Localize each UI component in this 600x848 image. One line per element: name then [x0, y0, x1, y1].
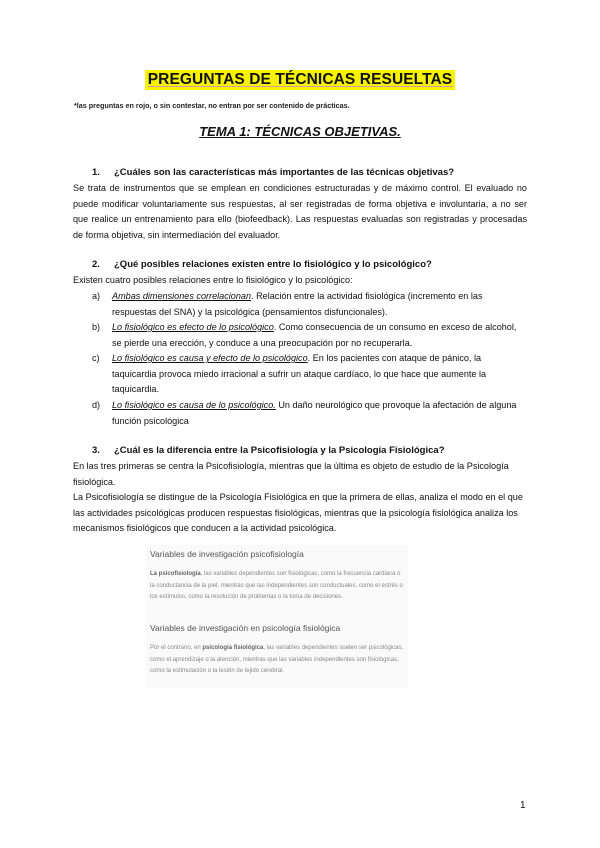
list-item-lead: Lo fisiológico es efecto de lo psicológico [112, 322, 274, 332]
list-item-lead: Lo fisiológico es causa y efecto de lo psicológico [112, 353, 308, 363]
question-2-text: ¿Qué posibles relaciones existen entre lo fisiológico y lo psicológico? [114, 259, 432, 270]
question-2 [92, 259, 432, 270]
screenshot-text-2-bold: psicología fisiológica [202, 645, 264, 651]
question-2-number: 2. [92, 259, 100, 270]
list-item-text: . Como consecuencia de un consumo en exceso de alcohol, se pierde una erección, y conduce a una preocupación por no recuperarla. [112, 322, 517, 348]
answer-3-paragraph-1: En las tres primeras se centra la Psicofisiología, mientras que la última es objeto de estudio de la Psicología fisiológica. [73, 461, 509, 487]
answer-3-paragraph-2: La Psicofisiología se distingue de la Psicología Fisiológica en que la primera de ellas, analiza el modo en el que las actividades psicológicas producen respuestas fisiológicas, mientras que la psicología fisiológica analiza los mecanismos fisiológicos que conducen a la actividad psicológica. [73, 492, 523, 533]
question-3-number: 3. [92, 445, 100, 456]
list-item [92, 320, 527, 351]
answer-1: Se trata de instrumentos que se emplean en condiciones estructuradas y de máximo control. El evaluado no puede modificar voluntariamente sus respuestas, al ser registradas de forma objetiva e involuntaria, a no ser que realice un entrenamiento para ello (biofeedback). Las respuestas evaluadas son registradas y procesadas de forma objetiva, sin intermediación del evaluador. [73, 183, 527, 240]
question-1 [92, 167, 454, 178]
question-1-number: 1. [92, 167, 100, 178]
screenshot-text-1-bold: La psicofisiología [150, 571, 201, 577]
list-item-text: Un daño neurológico que provoque la afectación de alguna función psicológica [112, 400, 517, 426]
screenshot-heading-2: Variables de investigación en psicología fisiológica [150, 623, 341, 633]
screenshot-text-2-pre: Por el contrario, en [150, 645, 203, 651]
list-item-text: . En los pacientes con ataque de pánico, la taquicardia provoca miedo irracional a sufrir un ataque cardíaco, lo que hace que aumente la taquicardia. [112, 353, 487, 394]
list-item [92, 289, 527, 320]
question-3 [92, 445, 445, 456]
document-title-text: PREGUNTAS DE TÉCNICAS RESUELTAS [145, 70, 456, 90]
screenshot-heading-1: Variables de investigación psicofisiología [150, 549, 304, 559]
list-item-lead: Lo fisiológico es causa de lo psicológico. [112, 400, 276, 410]
section-heading: TEMA 1: TÉCNICAS OBJETIVAS. [199, 124, 401, 139]
question-3-text: ¿Cuál es la diferencia entre la Psicofisiología y la Psicología Fisiológica? [114, 445, 445, 456]
question-1-text: ¿Cuáles son las características más importantes de las técnicas objetivas? [114, 167, 455, 178]
answer-2-intro: Existen cuatro posibles relaciones entre lo fisiológico y lo psicológico: [73, 275, 353, 285]
list-marker: c) [92, 353, 100, 363]
note: *las preguntas en rojo, o sin contestar, no entran por ser contenido de prácticas. [74, 101, 350, 110]
screenshot-text-2-body: , las variables dependientes suelen ser psicológicas, como el aprendizaje o la atención, mientras que las variables independientes son fisiológicas, como la estimulación o la lesión de tejido cerebral. [150, 645, 404, 674]
list-item [92, 398, 527, 429]
list-marker: d) [92, 400, 101, 410]
list-marker: b) [92, 322, 101, 332]
list-item-text: . Relación entre la actividad fisiológica (incremento en las respuestas del SNA) y la psicológica (pensamientos disfuncionales). [112, 291, 483, 317]
list-item-lead: Ambas dimensiones correlacionan [112, 291, 252, 301]
screenshot-text-1-body: , las variables dependientes son fisiológicas, como la frecuencia cardiaca o la conductancia de la piel, mientras que las independientes son conductuales, como el estrés o los estímulos, como la resolución de problemas o la toma de decisiones. [150, 571, 403, 600]
screenshot-text-2 [150, 643, 404, 678]
list-marker: a) [92, 291, 101, 301]
embedded-screenshot [146, 545, 408, 688]
screenshot-text-1 [150, 569, 404, 604]
page-number: 1 [520, 800, 526, 811]
document-title [0, 70, 600, 90]
list-item [92, 351, 527, 398]
